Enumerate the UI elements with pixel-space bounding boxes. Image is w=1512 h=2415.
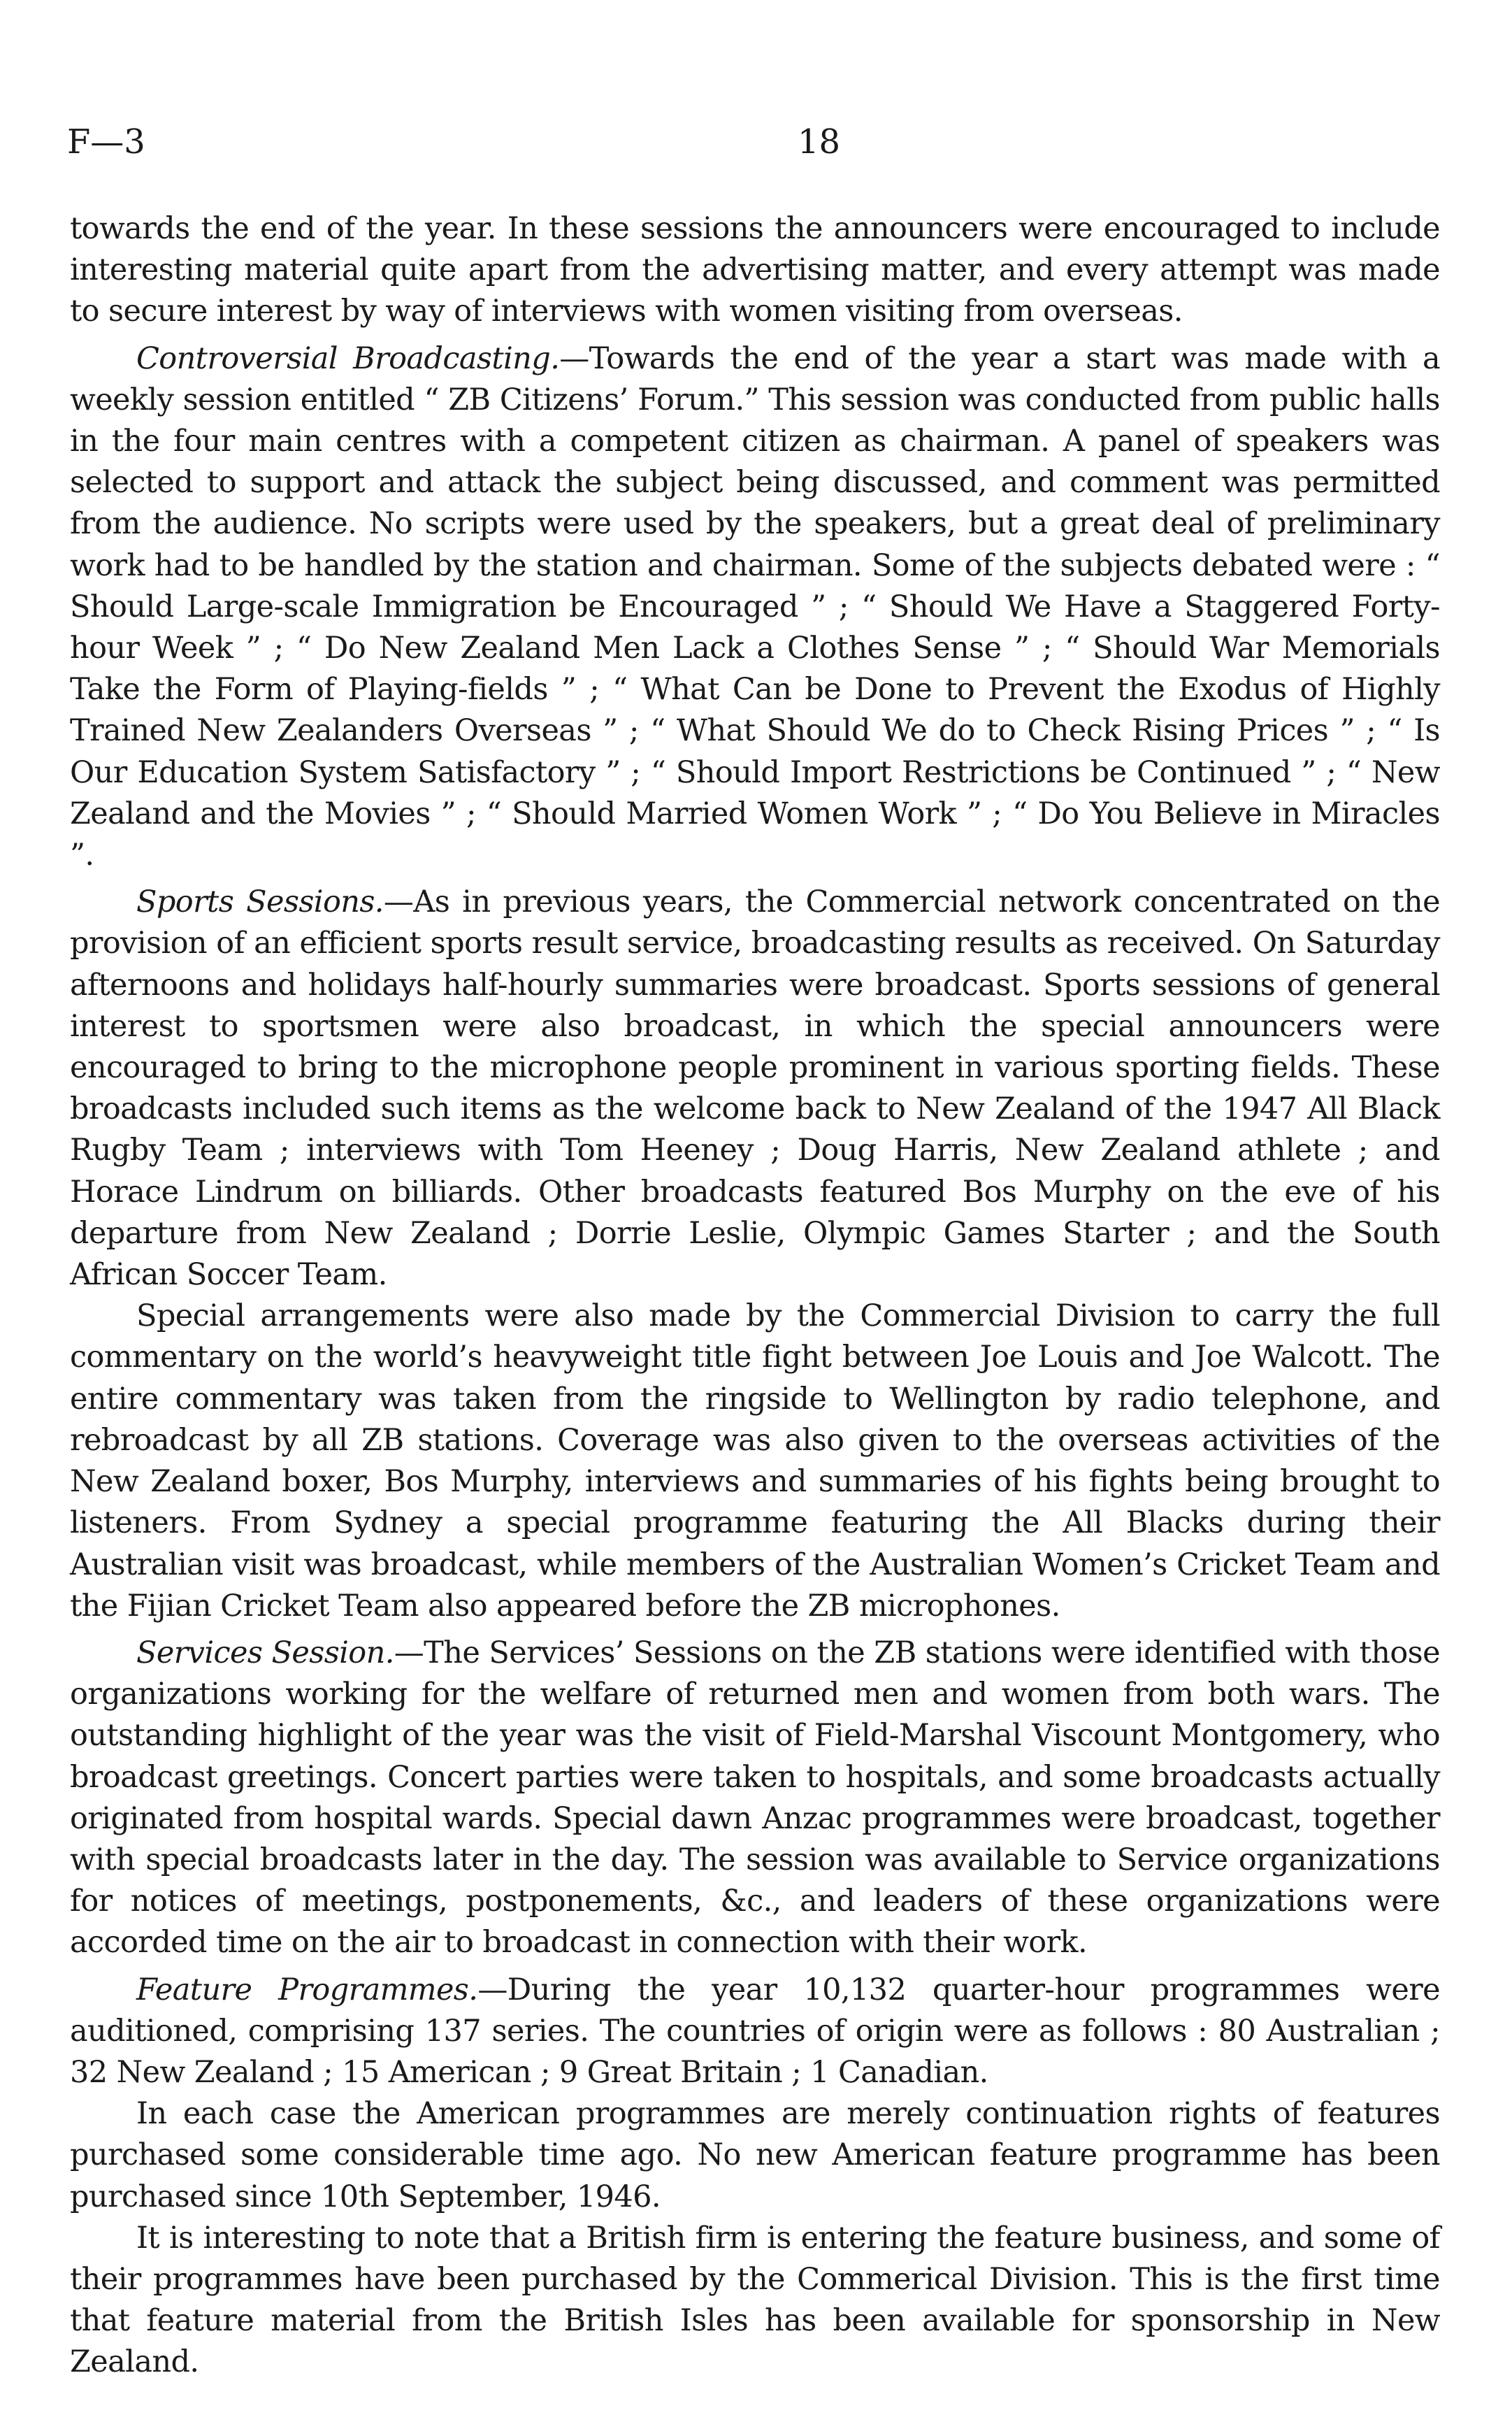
page-number: 18: [798, 122, 841, 162]
paragraph-special-arrangements: [70, 1296, 1440, 1627]
paragraph-sports-sessions: [70, 882, 1440, 1296]
section-caption: Services Session.: [136, 1635, 394, 1670]
paragraph-british-firm: [70, 2218, 1440, 2384]
paragraph-controversial-broadcasting: [70, 338, 1440, 877]
paragraph-text: In each case the American programmes are merely continuation rights of features purchased some considerable time ago. No new American feature programme has been purchased since 10th September, 1946.: [70, 2096, 1440, 2214]
paragraph-text: towards the end of the year. In these sessions the announcers were encouraged to include interesting material quite apart from the advertising matter, and every attempt was made to secure interest by way of interviews with women visiting from overseas.: [70, 211, 1440, 329]
paragraph-text: It is interesting to note that a British firm is entering the feature business, and some of their programmes have been purchased by the Commerical Division. This is the first time that feature material from the British Isles has been available for sponsorship in New Zealand.: [70, 2220, 1440, 2380]
paragraph-text: Special arrangements were also made by the Commercial Division to carry the full commentary on the world’s heavyweight title fight between Joe Louis and Joe Walcott. The entire commentary was taken from the ringside to Wellington by radio telephone, and rebroadcast by all ZB stations. Coverage was also given to the overseas activities of the New Zealand boxer, Bos Murphy, interviews and summaries of his fights being brought to listeners. From Sydney a special programme featuring the All Blacks during their Australian visit was broadcast, while members of the Australian Women’s Cricket Team and the Fijian Cricket Team also appeared before the ZB microphones.: [70, 1298, 1440, 1624]
paragraph-text: —Towards the end of the year a start was made with a weekly session entitled “ ZB Citizens’ Forum.” This session was conducted from public halls in the four main centres with a competent citizen as chairman. A panel of speakers was selected to support and attack the subject being discussed, and comment was permitted from the audience. No scripts were used by the speakers, but a great deal of preliminary work had to be handled by the station and chairman. Some of the subjects debated were : “ Should Large-scale Immigration be Encouraged ” ; “ Should We Have a Staggered Forty-hour Week ” ; “ Do New Zealand Men Lack a Clothes Sense ” ; “ Should War Memorials Take the Form of Playing-fields ” ; “ What Can be Done to Prevent the Exodus of Highly Trained New Zealanders Overseas ” ; “ What Should We do to Check Rising Prices ” ; “ Is Our Education System Satisfactory ” ; “ Should Import Restrictions be Continued ” ; “ New Zealand and the Movies ” ; “ Should Married Women Work ” ; “ Do You Believe in Miracles ”.: [70, 341, 1441, 873]
section-caption: Controversial Broadcasting.: [136, 341, 560, 376]
paragraph-feature-programmes: [70, 1970, 1440, 2094]
section-caption: Sports Sessions.: [136, 884, 384, 920]
paragraph-text: —As in previous years, the Commercial network concentrated on the provision of an efficient sports result service, broadcasting results as received. On Saturday afternoons and holidays half-hourly summaries were broadcast. Sports sessions of general interest to sportsmen were also broadcast, in which the special announcers were encouraged to bring to the microphone people prominent in various sporting fields. These broadcasts included such items as the welcome back to New Zealand of the 1947 All Black Rugby Team ; interviews with Tom Heeney ; Doug Harris, New Zealand athlete ; and Horace Lindrum on billiards. Other broadcasts featured Bos Murphy on the eve of his departure from New Zealand ; Dorrie Leslie, Olympic Games Starter ; and the South African Soccer Team.: [70, 884, 1440, 1293]
page-header: [67, 117, 1465, 166]
paragraph-text: —The Services’ Sessions on the ZB stations were identified with those organizations working for the welfare of returned men and women from both wars. The outstanding highlight of the year was the visit of Field-Marshal Viscount Montgomery, who broadcast greetings. Concert parties were taken to hospitals, and some broadcasts actually originated from hospital wards. Special dawn Anzac programmes were broadcast, together with special broadcasts later in the day. The session was available to Service organizations for notices of meetings, postponements, &c., and leaders of these organizations were accorded time on the air to broadcast in connection with their work.: [70, 1635, 1440, 1961]
body-text: [70, 208, 1440, 2384]
paragraph-text: —During the year 10,132 quarter-hour programmes were auditioned, comprising 137 series. The countries of origin were as follows : 80 Australian ; 32 New Zealand ; 15 American ; 9 Great Britain ; 1 Canadian.: [70, 1972, 1440, 2090]
document-reference: F—3: [67, 122, 145, 162]
paragraph-services-session: [70, 1633, 1440, 1964]
paragraph-continuation: [70, 208, 1440, 333]
section-caption: Feature Programmes.: [136, 1972, 478, 2007]
paragraph-american-programmes: [70, 2093, 1440, 2218]
